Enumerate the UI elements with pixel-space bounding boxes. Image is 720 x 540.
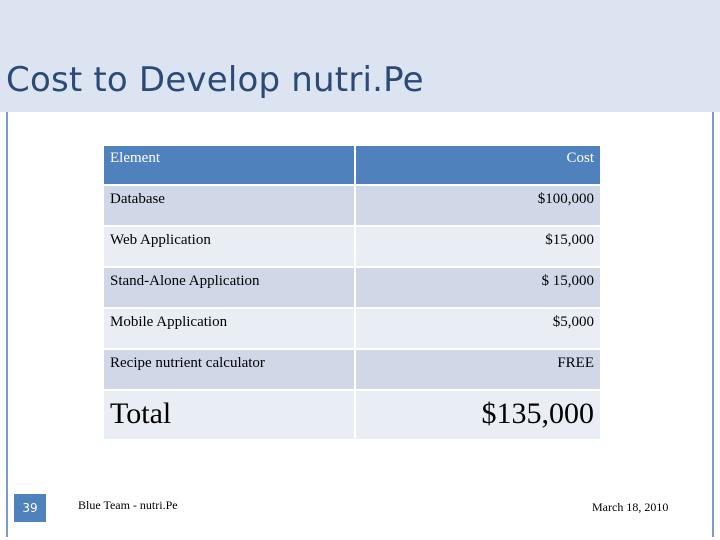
- row-cost: FREE: [355, 349, 601, 390]
- row-cost: $5,000: [355, 308, 601, 349]
- footer-date: March 18, 2010: [592, 500, 669, 514]
- table-row: [103, 267, 601, 308]
- table-header-row: [103, 145, 601, 185]
- row-cost: $15,000: [355, 226, 601, 267]
- header-cost: Cost: [355, 145, 601, 185]
- page-number: 39: [14, 494, 46, 522]
- table-row: [103, 185, 601, 226]
- slide-title: Cost to Develop nutri.Pe: [6, 60, 424, 100]
- row-element: Recipe nutrient calculator: [103, 349, 355, 390]
- footer-team: Blue Team - nutri.Pe: [78, 498, 178, 512]
- total-row: [103, 390, 601, 440]
- table-row: [103, 226, 601, 267]
- table-row: [103, 308, 601, 349]
- cost-table: [102, 144, 602, 441]
- row-element: Mobile Application: [103, 308, 355, 349]
- row-element: Web Application: [103, 226, 355, 267]
- total-value: $135,000: [355, 390, 601, 440]
- total-label: Total: [103, 390, 355, 440]
- row-cost: $ 15,000: [355, 267, 601, 308]
- row-element: Stand-Alone Application: [103, 267, 355, 308]
- table-row: [103, 349, 601, 390]
- row-element: Database: [103, 185, 355, 226]
- frame-left-border: [6, 112, 8, 537]
- row-cost: $100,000: [355, 185, 601, 226]
- frame-right-border: [712, 112, 714, 537]
- header-element: Element: [103, 145, 355, 185]
